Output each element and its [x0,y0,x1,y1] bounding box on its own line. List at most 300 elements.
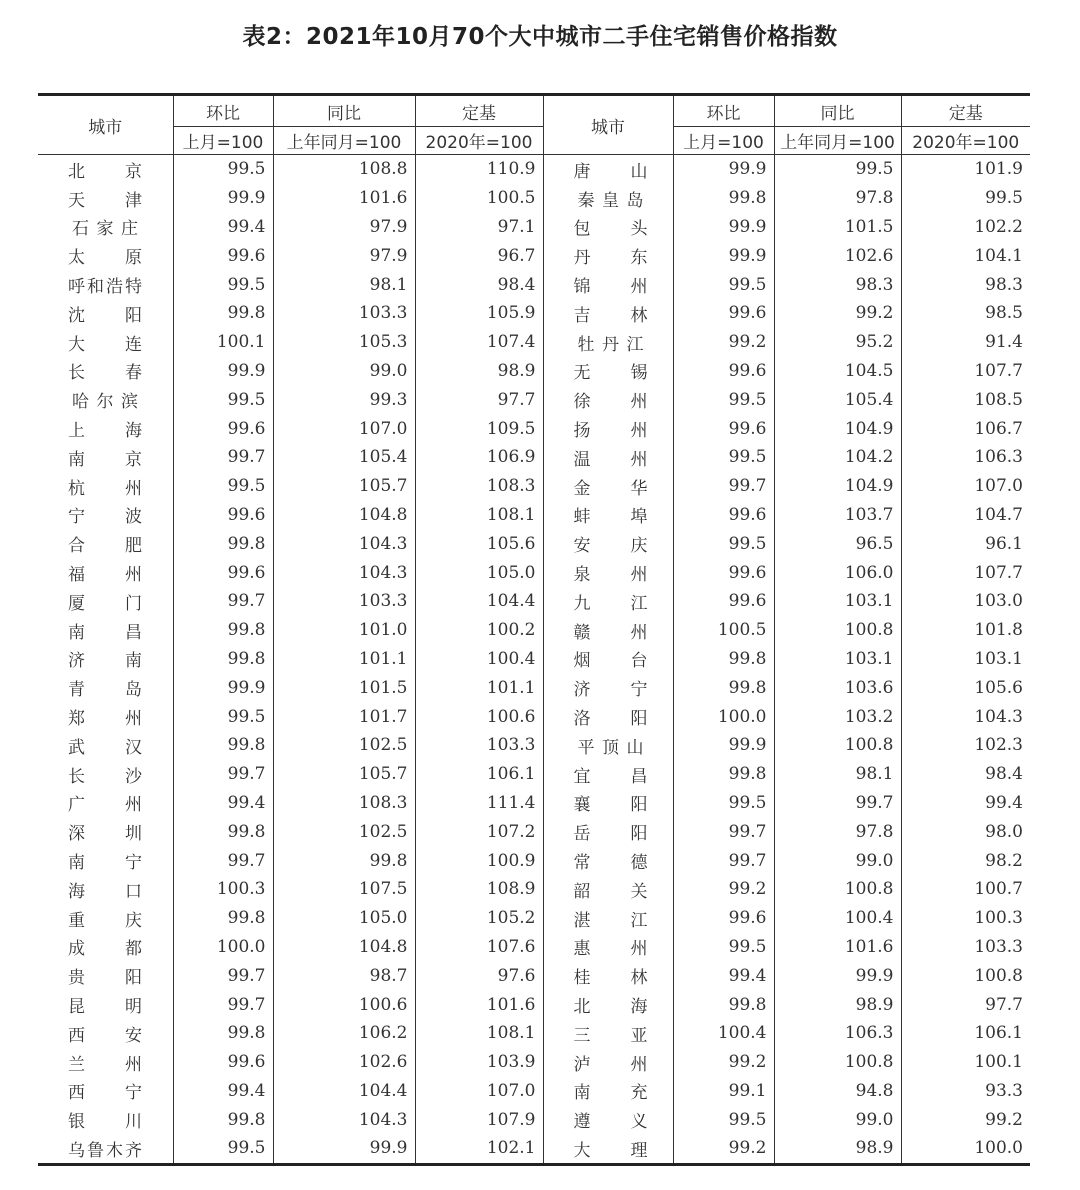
mom-value-right: 99.5 [673,270,774,299]
city-cell-left [38,414,173,443]
yoy-value-right: 106.0 [774,558,901,587]
city-cell-right [543,846,673,875]
base-value-right: 107.7 [901,357,1030,386]
yoy-value-left: 99.8 [273,846,415,875]
table-row [38,357,1030,386]
yoy-value-left: 101.5 [273,673,415,702]
city-name: 沈阳 [68,305,142,326]
base-value-right: 98.4 [901,760,1030,789]
base-value-right: 106.3 [901,443,1030,472]
mom-value-left: 99.5 [173,702,273,731]
yoy-value-left: 104.3 [273,1105,415,1134]
header-mom-right: 环比 [673,95,774,127]
city-name: 合肥 [68,536,142,557]
city-name: 济宁 [573,680,648,701]
city-name: 泉州 [573,565,648,586]
city-cell-left [38,1048,173,1077]
base-value-left: 105.2 [415,904,543,933]
mom-value-right: 99.6 [673,587,774,616]
base-value-left: 105.6 [415,529,543,558]
mom-value-left: 99.9 [173,357,273,386]
table-row [38,587,1030,616]
base-value-left: 105.0 [415,558,543,587]
mom-value-right: 99.7 [673,472,774,501]
mom-value-left: 99.6 [173,558,273,587]
mom-value-left: 99.8 [173,817,273,846]
city-name: 济南 [68,651,142,672]
city-name: 牡丹江 [577,334,644,355]
base-value-right: 103.0 [901,587,1030,616]
city-cell-right [543,213,673,242]
city-cell-right [543,501,673,530]
city-name: 大理 [573,1140,648,1161]
city-cell-left [38,904,173,933]
city-name: 太原 [68,248,142,269]
mom-value-right: 99.9 [673,731,774,760]
city-name: 遵义 [573,1112,648,1133]
mom-value-left: 100.3 [173,875,273,904]
city-cell-left [38,1134,173,1164]
base-value-left: 97.1 [415,213,543,242]
yoy-value-right: 105.4 [774,385,901,414]
city-name: 福州 [68,565,142,586]
city-name: 安庆 [573,536,648,557]
table-row [38,645,1030,674]
city-name: 长春 [68,363,142,384]
header-base-right: 定基 [901,95,1030,127]
base-value-left: 96.7 [415,241,543,270]
base-value-right: 101.8 [901,616,1030,645]
mom-value-left: 99.8 [173,731,273,760]
city-name: 泸州 [573,1054,648,1075]
yoy-value-right: 99.0 [774,846,901,875]
base-value-right: 96.1 [901,529,1030,558]
table-row [38,414,1030,443]
city-name: 广州 [68,795,142,816]
mom-value-right: 100.0 [673,702,774,731]
yoy-value-left: 105.3 [273,328,415,357]
yoy-value-left: 103.3 [273,299,415,328]
yoy-value-right: 99.9 [774,961,901,990]
city-cell-right [543,1105,673,1134]
yoy-value-right: 106.3 [774,1019,901,1048]
yoy-value-right: 103.6 [774,673,901,702]
mom-value-left: 99.7 [173,846,273,875]
table-row [38,1105,1030,1134]
base-value-right: 106.1 [901,1019,1030,1048]
table-row [38,1077,1030,1106]
yoy-value-right: 98.9 [774,1134,901,1164]
mom-value-left: 99.8 [173,616,273,645]
mom-value-left: 99.4 [173,1077,273,1106]
city-cell-right [543,155,673,184]
mom-value-right: 100.5 [673,616,774,645]
city-cell-right [543,385,673,414]
mom-value-left: 99.8 [173,645,273,674]
yoy-value-left: 103.3 [273,587,415,616]
table-row [38,673,1030,702]
base-value-right: 103.3 [901,933,1030,962]
table-row [38,529,1030,558]
city-cell-right [543,731,673,760]
yoy-value-right: 103.7 [774,501,901,530]
mom-value-left: 99.4 [173,213,273,242]
city-name: 青岛 [68,680,142,701]
mom-value-right: 99.8 [673,673,774,702]
base-value-right: 105.6 [901,673,1030,702]
mom-value-left: 99.7 [173,443,273,472]
yoy-value-right: 104.9 [774,414,901,443]
city-cell-right [543,961,673,990]
yoy-value-right: 103.1 [774,645,901,674]
mom-value-left: 99.8 [173,299,273,328]
city-name: 蚌埠 [573,507,648,528]
base-value-right: 107.0 [901,472,1030,501]
city-cell-left [38,184,173,213]
mom-value-right: 99.1 [673,1077,774,1106]
price-index-table [38,93,1030,1166]
mom-value-left: 99.7 [173,990,273,1019]
city-cell-left [38,1077,173,1106]
base-value-left: 103.3 [415,731,543,760]
base-value-right: 98.3 [901,270,1030,299]
city-cell-left [38,558,173,587]
mom-value-right: 99.5 [673,789,774,818]
city-cell-left [38,1105,173,1134]
table-row [38,155,1030,184]
city-cell-right [543,587,673,616]
city-cell-right [543,789,673,818]
base-value-left: 108.1 [415,1019,543,1048]
city-name: 南昌 [68,622,142,643]
mom-value-left: 99.4 [173,789,273,818]
mom-value-right: 99.8 [673,760,774,789]
yoy-value-left: 101.1 [273,645,415,674]
city-name: 重庆 [68,910,142,931]
yoy-value-right: 99.2 [774,299,901,328]
city-name: 吉林 [573,305,648,326]
city-cell-left [38,961,173,990]
mom-value-left: 99.5 [173,270,273,299]
city-name: 岳阳 [573,824,648,845]
table-body [38,155,1030,1165]
city-cell-right [543,472,673,501]
city-cell-right [543,673,673,702]
mom-value-right: 99.6 [673,414,774,443]
table-row [38,731,1030,760]
table-row [38,472,1030,501]
yoy-value-left: 105.7 [273,760,415,789]
city-name: 贵阳 [68,968,142,989]
mom-value-left: 99.6 [173,241,273,270]
subheader-base-right: 2020年=100 [901,127,1030,155]
yoy-value-left: 97.9 [273,241,415,270]
mom-value-right: 100.4 [673,1019,774,1048]
city-cell-left [38,731,173,760]
base-value-right: 103.1 [901,645,1030,674]
city-name: 徐州 [573,392,648,413]
city-cell-right [543,414,673,443]
mom-value-right: 99.6 [673,501,774,530]
table-row [38,817,1030,846]
city-name: 石家庄 [72,219,138,240]
city-name: 长沙 [68,766,142,787]
yoy-value-right: 99.0 [774,1105,901,1134]
yoy-value-left: 102.6 [273,1048,415,1077]
city-name: 锦州 [573,277,648,298]
mom-value-left: 99.6 [173,501,273,530]
base-value-left: 100.4 [415,645,543,674]
table-row [38,875,1030,904]
city-name: 金华 [573,478,648,499]
mom-value-right: 99.8 [673,184,774,213]
city-name: 无锡 [573,363,648,384]
base-value-left: 107.4 [415,328,543,357]
city-name: 哈尔滨 [72,392,138,413]
city-name: 三亚 [573,1025,648,1046]
yoy-value-left: 97.9 [273,213,415,242]
table-row [38,616,1030,645]
mom-value-right: 99.9 [673,241,774,270]
city-cell-left [38,789,173,818]
city-name: 扬州 [573,421,648,442]
base-value-right: 108.5 [901,385,1030,414]
mom-value-right: 99.7 [673,817,774,846]
city-cell-left [38,529,173,558]
mom-value-left: 99.8 [173,1105,273,1134]
base-value-right: 99.2 [901,1105,1030,1134]
yoy-value-right: 102.6 [774,241,901,270]
city-cell-right [543,558,673,587]
mom-value-left: 99.9 [173,673,273,702]
city-name: 成都 [68,939,142,960]
mom-value-right: 99.5 [673,1105,774,1134]
city-name: 包头 [573,219,648,240]
base-value-left: 110.9 [415,155,543,184]
yoy-value-right: 104.9 [774,472,901,501]
city-name: 南充 [573,1083,648,1104]
city-cell-left [38,933,173,962]
mom-value-right: 99.2 [673,328,774,357]
city-cell-right [543,1134,673,1164]
city-cell-left [38,645,173,674]
city-cell-left [38,299,173,328]
city-cell-left [38,472,173,501]
city-cell-left [38,155,173,184]
city-name: 昆明 [68,997,142,1017]
city-cell-right [543,1077,673,1106]
yoy-value-left: 98.1 [273,270,415,299]
city-cell-left [38,702,173,731]
table-row [38,558,1030,587]
city-name: 南京 [68,449,142,470]
table-row [38,184,1030,213]
city-cell-right [543,904,673,933]
city-name: 赣州 [573,622,648,643]
base-value-right: 97.7 [901,990,1030,1019]
mom-value-right: 99.2 [673,1134,774,1164]
base-value-right: 91.4 [901,328,1030,357]
table-row [38,241,1030,270]
base-value-left: 106.9 [415,443,543,472]
city-cell-right [543,875,673,904]
yoy-value-left: 106.2 [273,1019,415,1048]
mom-value-left: 100.1 [173,328,273,357]
table-row [38,501,1030,530]
base-value-right: 100.8 [901,961,1030,990]
base-value-left: 107.6 [415,933,543,962]
city-cell-left [38,587,173,616]
city-name: 大连 [68,334,142,355]
city-name: 常德 [573,853,648,874]
yoy-value-left: 107.0 [273,414,415,443]
header-yoy-right: 同比 [774,95,901,127]
yoy-value-left: 104.8 [273,501,415,530]
yoy-value-left: 99.3 [273,385,415,414]
base-value-left: 100.5 [415,184,543,213]
yoy-value-right: 101.6 [774,933,901,962]
city-name: 桂林 [573,968,648,989]
mom-value-right: 99.6 [673,357,774,386]
yoy-value-left: 99.0 [273,357,415,386]
mom-value-left: 99.5 [173,385,273,414]
base-value-right: 100.7 [901,875,1030,904]
mom-value-right: 99.8 [673,645,774,674]
base-value-left: 97.6 [415,961,543,990]
yoy-value-left: 98.7 [273,961,415,990]
base-value-right: 93.3 [901,1077,1030,1106]
city-name: 平顶山 [577,737,644,758]
city-name: 北京 [68,161,142,182]
base-value-right: 100.3 [901,904,1030,933]
header-mom-left: 环比 [173,95,273,127]
city-name: 天津 [68,190,142,211]
mom-value-left: 99.8 [173,904,273,933]
mom-value-left: 99.6 [173,1048,273,1077]
yoy-value-left: 105.0 [273,904,415,933]
mom-value-left: 99.5 [173,1134,273,1164]
base-value-left: 108.3 [415,472,543,501]
yoy-value-left: 100.6 [273,990,415,1019]
yoy-value-left: 104.8 [273,933,415,962]
subheader-yoy-left: 上年同月=100 [273,127,415,155]
city-name: 秦皇岛 [577,190,644,211]
base-value-right: 99.4 [901,789,1030,818]
mom-value-left: 99.8 [173,529,273,558]
city-cell-left [38,443,173,472]
table-row [38,385,1030,414]
city-cell-right [543,1048,673,1077]
city-cell-right [543,760,673,789]
yoy-value-right: 104.2 [774,443,901,472]
base-value-left: 100.9 [415,846,543,875]
yoy-value-left: 105.7 [273,472,415,501]
city-cell-left [38,990,173,1019]
table-row [38,990,1030,1019]
header-row [38,95,1030,127]
city-cell-right [543,1019,673,1048]
mom-value-right: 99.5 [673,933,774,962]
city-name: 西安 [68,1025,142,1046]
yoy-value-right: 100.8 [774,875,901,904]
table-row [38,1134,1030,1164]
yoy-value-left: 99.9 [273,1134,415,1164]
mom-value-right: 99.4 [673,961,774,990]
base-value-left: 97.7 [415,385,543,414]
base-value-left: 102.1 [415,1134,543,1164]
yoy-value-left: 102.5 [273,817,415,846]
yoy-value-right: 98.1 [774,760,901,789]
base-value-left: 98.9 [415,357,543,386]
base-value-right: 100.0 [901,1134,1030,1164]
city-name: 九江 [573,593,648,614]
yoy-value-right: 94.8 [774,1077,901,1106]
city-cell-right [543,299,673,328]
yoy-value-left: 101.6 [273,184,415,213]
city-name: 深圳 [68,824,142,845]
city-name: 温州 [573,449,648,470]
table-row [38,702,1030,731]
city-cell-left [38,817,173,846]
base-value-left: 111.4 [415,789,543,818]
header-city-right: 城市 [543,95,673,155]
yoy-value-right: 95.2 [774,328,901,357]
yoy-value-left: 108.8 [273,155,415,184]
yoy-value-right: 96.5 [774,529,901,558]
mom-value-left: 99.5 [173,472,273,501]
yoy-value-left: 107.5 [273,875,415,904]
city-cell-left [38,760,173,789]
city-name: 唐山 [573,161,648,182]
city-cell-right [543,933,673,962]
base-value-right: 98.0 [901,817,1030,846]
city-cell-left [38,616,173,645]
table-row [38,933,1030,962]
table-row [38,328,1030,357]
yoy-value-left: 104.4 [273,1077,415,1106]
city-name: 惠州 [573,939,648,960]
city-cell-right [543,990,673,1019]
yoy-value-left: 104.3 [273,558,415,587]
table-row [38,789,1030,818]
mom-value-right: 99.2 [673,875,774,904]
city-name: 宜昌 [573,766,648,787]
city-cell-right [543,241,673,270]
table-row [38,213,1030,242]
yoy-value-right: 101.5 [774,213,901,242]
base-value-right: 101.9 [901,155,1030,184]
city-cell-right [543,328,673,357]
city-name: 西宁 [68,1083,142,1104]
base-value-left: 101.1 [415,673,543,702]
city-name: 厦门 [68,593,142,614]
base-value-left: 103.9 [415,1048,543,1077]
city-cell-left [38,213,173,242]
city-name: 海口 [68,881,142,902]
city-cell-right [543,443,673,472]
mom-value-right: 99.5 [673,443,774,472]
base-value-left: 105.9 [415,299,543,328]
yoy-value-right: 103.2 [774,702,901,731]
city-cell-right [543,702,673,731]
yoy-value-left: 108.3 [273,789,415,818]
city-name: 郑州 [68,709,142,730]
mom-value-left: 100.0 [173,933,273,962]
base-value-left: 107.9 [415,1105,543,1134]
header-yoy-left: 同比 [273,95,415,127]
city-cell-right [543,529,673,558]
base-value-left: 101.6 [415,990,543,1019]
